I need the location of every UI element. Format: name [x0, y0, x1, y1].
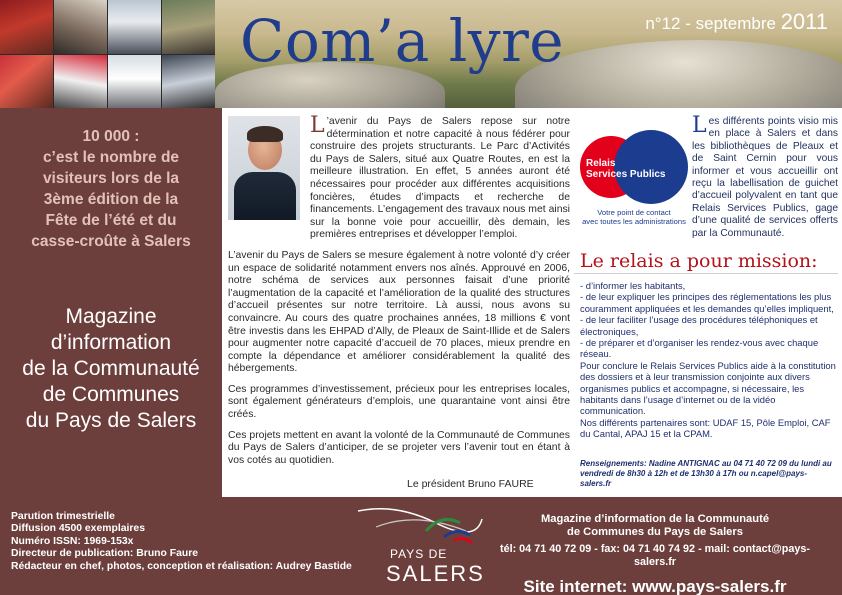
publication-line: Directeur de publication: Bruno Faure	[11, 548, 199, 560]
drop-cap: L	[310, 113, 325, 138]
event-photo	[54, 55, 107, 109]
divider	[574, 273, 838, 274]
contact-info: Renseignements: Nadine ANTIGNAC au 04 71 40 72 09 du lundi au vendredi de 8h30 à 12h et de 13h30 à 17h ou n.capel@pays-salers.fr	[580, 459, 832, 488]
sidebar	[0, 108, 222, 497]
publication-line: Numéro ISSN: 1969-153x	[11, 535, 134, 547]
magazine-description	[0, 304, 222, 434]
stat-line: visiteurs lors de la	[42, 170, 180, 187]
publication-line: Rédacteur en chef, photos, conception et réalisation: Audrey Bastide	[11, 560, 352, 572]
publication-info	[11, 511, 352, 573]
list-item: - de leur expliquer les principes des réglementations les plus couramment appliquées et les demandes qu’elles impliquent,	[580, 291, 834, 314]
magazine-line: du Pays de Salers	[25, 409, 197, 432]
paragraph: Ces projets mettent en avant la volonté de la Communauté de Communes du Pays de Salers d’anticiper, de se projeter vers l’avenir tout en étant à vos cotés au quotidien.	[228, 429, 570, 466]
issue-month: - septembre	[685, 14, 776, 33]
relais-services-publics-logo: Relais Services Publics Votre point de contact avec toutes les administrations	[580, 130, 688, 240]
issue-label	[645, 9, 828, 35]
publication-line: Diffusion 4500 exemplaires	[11, 523, 145, 535]
masthead-title: Com’a lyre	[240, 7, 565, 75]
contact-block	[480, 513, 830, 595]
event-photo	[0, 55, 53, 109]
event-photo	[0, 0, 53, 54]
paragraph: L ’avenir du Pays de Salers repose sur notre détermination et notre capacité à nous fédérer pour construire des projets structurants. Le Parc d’Activités du Pays de Salers, situé aux Quatre Routes, en est la meilleure illustration. En effet, 5 années auront été nécessaires pour procéder aux différentes acquisitions foncières, études d’impacts et recherche de financements. L’engagement des travaux nous met ainsi sur la bonne voie pour accueillir, dès demain, les premières entreprises et développer l’emploi.	[310, 113, 570, 241]
event-photo	[108, 0, 161, 54]
stat-line: casse-croûte à Salers	[31, 233, 191, 250]
mission-heading: Le relais a pour mission:	[580, 250, 818, 272]
mission-list	[580, 280, 836, 440]
magazine-line: de Communes	[42, 383, 180, 406]
pays-de-salers-logo	[356, 501, 486, 591]
logo-tagline: Votre point de contact avec toutes les administrations	[582, 208, 686, 226]
magazine-line: de la Communauté	[22, 357, 200, 380]
event-photo	[162, 55, 215, 109]
contact-details: tél: 04 71 40 72 09 - fax: 04 71 40 74 92 - mail: contact@pays-salers.fr	[499, 543, 810, 568]
list-item: Nos différents partenaires sont: UDAF 15, Pôle Emploi, CAF du Cantal, APAJ 15 et la CPAM.	[580, 416, 831, 440]
visitor-stat	[0, 108, 222, 252]
magazine-line: d’information	[50, 331, 172, 354]
footer	[0, 497, 842, 595]
event-photo	[54, 0, 107, 54]
masthead-banner	[215, 0, 842, 108]
magazine-line: Magazine	[65, 305, 157, 328]
logo-text: PAYS DE	[390, 547, 448, 561]
stat-line: Fête de l’été et du	[45, 212, 177, 229]
footer-title: Magazine d’information de la Communauté	[540, 513, 770, 525]
logo-swoosh-icon	[356, 501, 486, 551]
photo-collage	[0, 0, 215, 108]
list-item: - de leur faciliter l’usage des procédures téléphoniques et électroniques,	[580, 314, 818, 337]
list-item: - d’informer les habitants,	[580, 280, 686, 291]
issue-year: 2011	[780, 9, 828, 34]
main-content	[222, 108, 842, 497]
list-item: - de préparer et d’organiser les rendez-vous avec chaque réseau.	[580, 337, 819, 360]
paragraph: Ces programmes d’investissement, précieux pour les entreprises locales, sont également générateurs d’emplois, une quarantaine vont ainsi être créés.	[228, 383, 570, 421]
event-photo	[108, 55, 161, 109]
stat-line: 3ème édition de la	[43, 191, 179, 208]
drop-cap: L	[692, 113, 707, 138]
event-photo	[162, 0, 215, 54]
relais-intro: Les différents points visio mis en place à Salers et dans les bibliothèques de Pleaux et de Saint Cernin pour vous informer et vous accueillir ont reçu la labellisation de guichet d’accueil polyvalent en tant que Relais Services Publics, gage d’une qualité de services offerts par la Communauté.	[692, 113, 838, 239]
editorial-article	[228, 113, 570, 475]
publication-line: Parution trimestrielle	[11, 511, 115, 522]
paragraph: L’avenir du Pays de Salers se mesure également à notre volonté d’y créer un espace de solidarité notamment envers nos aînés. Approuvé en 2006, notre schéma de services aux personnes faisait d’une priorité l’augmentation de la capacité et l’amélioration de la qualité des structures d’accueil présentes sur notre territoire. Là aussi, nous avons su convaincre. Au cours des quatre prochaines années, 18 millions € vont être investis dans les EHPAD d’Ally, de Pleaux de Saint-Illide et de Salers pour augmenter notre capacité d’accueil de 70 places, mieux prendre en compte la dépendance et améliorer considérablement la qualité des hébergements.	[228, 249, 570, 375]
signature: Le président Bruno FAURE	[407, 478, 534, 490]
website-link[interactable]: Site internet: www.pays-salers.fr	[523, 577, 787, 595]
stat-line: c’est le nombre de	[42, 149, 180, 166]
footer-title: de Communes du Pays de Salers	[567, 526, 743, 538]
header	[0, 0, 842, 108]
stat-line: 10 000 :	[82, 128, 140, 145]
issue-number: n°12	[645, 14, 681, 33]
logo-text: SALERS	[386, 561, 485, 586]
list-item: Pour conclure le Relais Services Publics aide à la constitution des dossiers et à leur transmission conjointe aux divers organismes publics et accompagne, si nécessaire, les habitants dans l’usage d’internet ou de la vidéo communication.	[580, 359, 836, 417]
